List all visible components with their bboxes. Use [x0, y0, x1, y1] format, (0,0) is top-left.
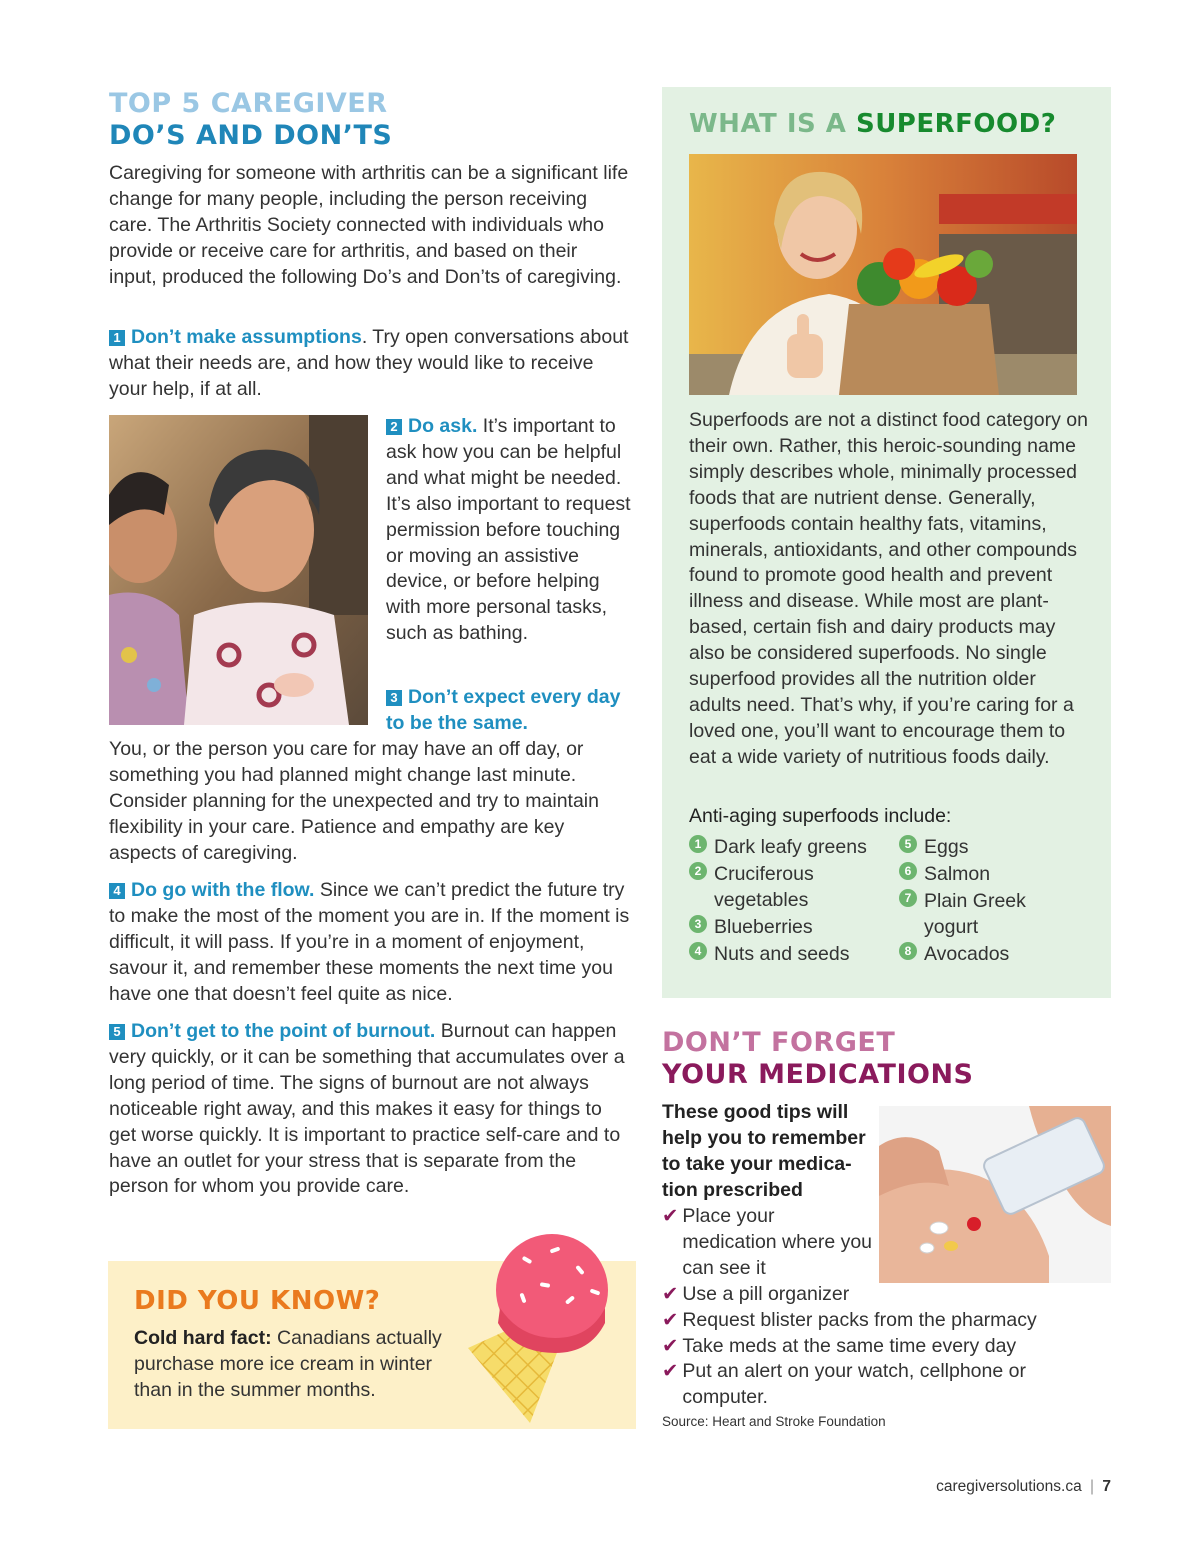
superfood-title-b: SUPERFOOD? [855, 109, 1057, 139]
page-number: 7 [1102, 1478, 1111, 1495]
medications-item [662, 1334, 1111, 1360]
medications-title-line2: YOUR MEDICATIONS [662, 1059, 974, 1090]
item-text: Put an alert on your watch, cellphone or computer. [682, 1360, 1026, 1409]
checkmark-icon: ✔ [662, 1282, 679, 1305]
item-number: 6 [899, 862, 917, 880]
caregiver-photo [109, 415, 368, 725]
item-text: Request blister packs from the pharmacy [682, 1308, 1037, 1331]
item-number: 4 [689, 942, 707, 960]
item-text: Eggs [924, 836, 969, 858]
tip-number: 3 [386, 690, 402, 706]
tip-text: It’s important to ask how you can be helpful and what might be needed. It’s also important to request permission before touching or moving an assistive device, or before helping with more personal tasks, such as bathing. [386, 415, 631, 645]
tip-lead: Don’t make assumptions [131, 326, 362, 348]
superfood-item [899, 835, 1089, 861]
tip-number: 4 [109, 883, 125, 899]
superfood-title [689, 109, 1056, 139]
article-intro: Caregiving for someone with arthritis can be a significant life change for many people, including the person receiving care. The Arthritis Society connected with individuals who provide or receive care for arthritis, and based on their input, produced the following Do’s and Don’ts of caregiving. [109, 162, 629, 288]
tip-text: Since we can’t predict the future try to make the most of the moment you are in. If the moment is difficult, it will pass. If you’re in a moment of enjoyment, savour it, and remember these moments the next time you have one that doesn’t feel quite as nice. [109, 879, 630, 1005]
superfood-item [689, 862, 889, 914]
tip-lead: Do go with the flow. [131, 879, 315, 901]
item-number: 3 [689, 915, 707, 933]
item-text: Take meds at the same time every day [682, 1334, 1017, 1357]
article-title-line2: DO’S AND DON’TS [109, 120, 393, 151]
medications-list [662, 1204, 1111, 1411]
checkmark-icon: ✔ [662, 1205, 679, 1227]
tip-lead: Do ask. [408, 415, 478, 437]
page-footer [936, 1478, 1111, 1496]
checkmark-icon: ✔ [662, 1360, 679, 1383]
grocery-woman-photo [689, 154, 1077, 395]
did-you-know-text [134, 1326, 464, 1404]
item-text: Plain Greek yogurt [924, 889, 1026, 938]
checkmark-icon: ✔ [662, 1334, 679, 1357]
superfood-item [899, 862, 1089, 888]
did-you-know-body: Canadians actually purchase more ice cream in winter than in the summer months. [134, 1327, 442, 1401]
superfood-list-col2 [899, 835, 1089, 968]
tip-text: . Try open conversations about what their needs are, and how they would like to receive your help, if at all. [109, 326, 629, 400]
did-you-know-title: DID YOU KNOW? [134, 1286, 381, 1316]
medications-heading [662, 1027, 1111, 1091]
item-text: Nuts and seeds [714, 942, 850, 965]
medications-item [662, 1308, 1111, 1334]
superfood-list-col1 [689, 835, 889, 968]
tip-number: 2 [386, 419, 402, 435]
superfood-title-a: WHAT IS A [689, 109, 856, 139]
item-number: 5 [899, 835, 917, 853]
tip-3-text: You, or the person you care for may have an off day, or something you had planned might change last minute. Consider planning for the unexpected and try to maintain flexibility in your care. Patience and empathy are key aspects of caregiving. [109, 738, 599, 864]
tip-number: 1 [109, 330, 125, 346]
item-number: 7 [899, 889, 917, 907]
tip-1 [109, 325, 629, 403]
tip-lead: Don’t expect every day to be the same. [386, 686, 621, 734]
tip-2 [386, 414, 631, 647]
item-text: Place your medication where you can see it [682, 1205, 873, 1279]
caregiver-article [109, 88, 629, 291]
footer-site: caregiversolutions.ca [936, 1478, 1082, 1495]
checkmark-icon: ✔ [662, 1308, 679, 1331]
item-text: Blueberries [714, 915, 813, 938]
tip-5 [109, 1019, 631, 1200]
superfood-body: Superfoods are not a distinct food category on their own. Rather, this heroic-sounding name simply describes whole, minimally processed foods that are nutrient dense. Generally, superfoods contain healthy fats, vitamins, minerals, antioxidants, and other compounds found to promote good health and prevent illness and disease. While most are plant-based, certain fish and dairy products may also be considered superfoods. No single superfood provides all the nutrition older adults need. That’s why, if you’re caring for a loved one, you’ll want to encourage them to eat a wide variety of nutritious foods daily. [689, 409, 1088, 768]
medications-item [662, 1282, 1111, 1308]
superfood-item [899, 889, 1089, 941]
superfood-list-title: Anti-aging superfoods include: [689, 805, 952, 827]
superfood-item [689, 942, 889, 968]
superfood-item [899, 942, 1089, 968]
footer-separator: | [1090, 1478, 1095, 1495]
item-number: 2 [689, 862, 707, 880]
medications-intro: These good tips will help you to remember to take your medica-tion prescribed [662, 1101, 866, 1201]
item-text: Use a pill organizer [682, 1282, 850, 1305]
tip-text: Burnout can happen very quickly, or it can be something that accumulates over a long period of time. The signs of burnout are not always noticeable right away, and this makes it easy for things to get worse quickly. It is important to practice self-care and to have an outlet for your stress that is separate from the person for whom you provide care. [109, 1020, 625, 1198]
item-text: Salmon [924, 862, 991, 885]
item-text: Avocados [924, 942, 1010, 965]
tip-lead: Don’t get to the point of burnout. [131, 1020, 436, 1042]
superfood-item [689, 915, 889, 941]
article-title-line1: TOP 5 CAREGIVER [109, 88, 388, 119]
tip-4 [109, 878, 631, 1008]
medications-title-line1: DON’T FORGET [662, 1027, 896, 1058]
item-text: Cruciferous vegetables [714, 862, 814, 911]
item-number: 1 [689, 835, 707, 853]
tip-3-heading [386, 685, 631, 737]
medications-item [662, 1204, 874, 1282]
superfood-item [689, 835, 889, 861]
tip-number: 5 [109, 1024, 125, 1040]
item-text: Dark leafy greens [714, 836, 867, 858]
medications-source: Source: Heart and Stroke Foundation [662, 1414, 886, 1429]
item-number: 8 [899, 942, 917, 960]
did-you-know-lead: Cold hard fact: [134, 1327, 272, 1349]
ice-cream-cone-icon [460, 1228, 630, 1428]
medications-item [662, 1359, 1062, 1411]
superfood-box [662, 87, 1111, 998]
